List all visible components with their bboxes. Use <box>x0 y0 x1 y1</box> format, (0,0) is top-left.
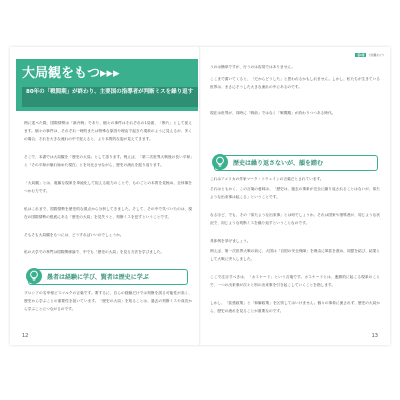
running-head-text: 大局観をもつ <box>368 54 384 57</box>
chapter-subtitle: 80年の「戦間期」が終わり、主要国の指導者が判断ミスを繰り返す <box>26 89 194 95</box>
right-paragraph-10: しかし、「拡張政策」と「和解政策」を区別してはいけません。個々の事象に流されず、歴史の大局から、歴史の流れを見ることが重要なのです。 <box>210 301 380 314</box>
chapter-title-text: 大局観をもつ <box>22 66 101 81</box>
running-head-chip: 第1章 <box>357 54 365 57</box>
right-paragraph-9: ここで注目すべきは、「カスケード」という言葉です。カスケードとは、連鎖的に起こる現象のことで、一つの出来事が次々と別の出来事を引き起こしていくことを指します。 <box>210 275 380 288</box>
chapter-header <box>16 59 198 111</box>
title-arrows: ▸▸▸ <box>100 66 120 81</box>
left-paragraph-3: 「大局観」とは、複雑な現象を単純化して捉える能力のことで、ものごとの本質を見極め、全体像をつかむ力です。 <box>24 181 192 194</box>
subtitle-bar <box>22 87 198 107</box>
lightbulb-icon <box>212 154 228 170</box>
left-page <box>10 47 200 345</box>
left-paragraph-5: そもそも大局観をもつには、どうすればいいのでしょうか。 <box>24 233 124 237</box>
left-paragraph-7: プロシアの名宰相ビスマルクの言葉です。要するに、自らの経験だけでは判断を誤る可能性が高く、歴史から学ぶことの重要性を説いています。「歴史の大局」を知ることは、過去の判断ミスや成功から学ぶことにつながるのです。 <box>24 291 192 312</box>
right-paragraph-6: なるほど、でも、その「似たような出来事」とは何でしょうか。それは国家や指導者が、同じような状況で、同じような判断ミスを繰り返すということなのです。 <box>210 213 380 226</box>
page-number-right: 13 <box>371 333 378 339</box>
left-paragraph-1: 例に述べた際、国際情勢は「新冷戦」であり、個々の事件はそれぞれの1局面、「断片」として捉えます。個々の事件は、それぞれ一時的または特殊な原因や理由で起きた現象のように見えるが、多くの場合、それを大きな流れの中で捉えると、より本質的な姿が見えてきます。 <box>24 121 192 142</box>
right-paragraph-1: うのは簡単ですが、行うのは容易ではありません。 <box>210 65 296 69</box>
section-heading-left <box>28 269 188 285</box>
running-head <box>355 53 384 57</box>
right-paragraph-4: これはアメリカの作家マーク・トウェインの言葉だとされています。 <box>210 177 324 181</box>
right-paragraph-2: ここまで書いてくると、「だからどうした」と思われるかもしれません。しかし、私たちが生きている世界は、まさにそうした大きな流れの中にあるのです。 <box>210 77 380 90</box>
right-paragraph-7: 具体例を挙げましょう。 <box>210 239 251 243</box>
book-spread <box>10 47 390 345</box>
section-title: 歴史は繰り返さないが、韻を踏む <box>233 160 324 167</box>
section-heading-right <box>214 155 378 171</box>
lightbulb-icon <box>26 268 42 284</box>
left-paragraph-4: 私はこれまで、国際情勢を歴史的な視点から分析してきました。そして、その中で気づいたのは、現在の国際情勢の根底にある「歴史の大局」を見失うと、判断ミスを犯すということです。 <box>24 207 192 220</box>
right-paragraph-3: 現在は世界が、同時に「戦前」ではなく「戦間期」が終わりつつある時代。 <box>210 111 336 115</box>
chapter-title <box>22 62 120 81</box>
right-paragraph-8: 例えば、第一次世界大戦の前に、大国は「自国の安全保障」を理由に軍拡を進め、同盟を結び、結果として大戦に突入しました。 <box>210 249 380 262</box>
section-title: 愚者は経験に学び、賢者は歴史に学ぶ <box>47 274 149 281</box>
right-page <box>200 47 390 345</box>
left-paragraph-6: 私の大学での専門は国際関係論で、中でも「歴史の大局」を見る方法を学びました。 <box>24 250 165 254</box>
left-paragraph-2: そこで、本書では大局観を「歴史の大局」として語ります。例えば、「第二次世界大戦後の長い平和」と「その平和が崩れ始めた現在」とを対比させながら、歴史の流れを振り返ります。 <box>24 155 192 168</box>
right-paragraph-5: それはともかく、この言葉の意味は、「歴史は、過去の事象が完全に繰り返されることはないが、似たような出来事は起こる」ということです。 <box>210 187 380 200</box>
page-number-left: 12 <box>22 333 29 339</box>
